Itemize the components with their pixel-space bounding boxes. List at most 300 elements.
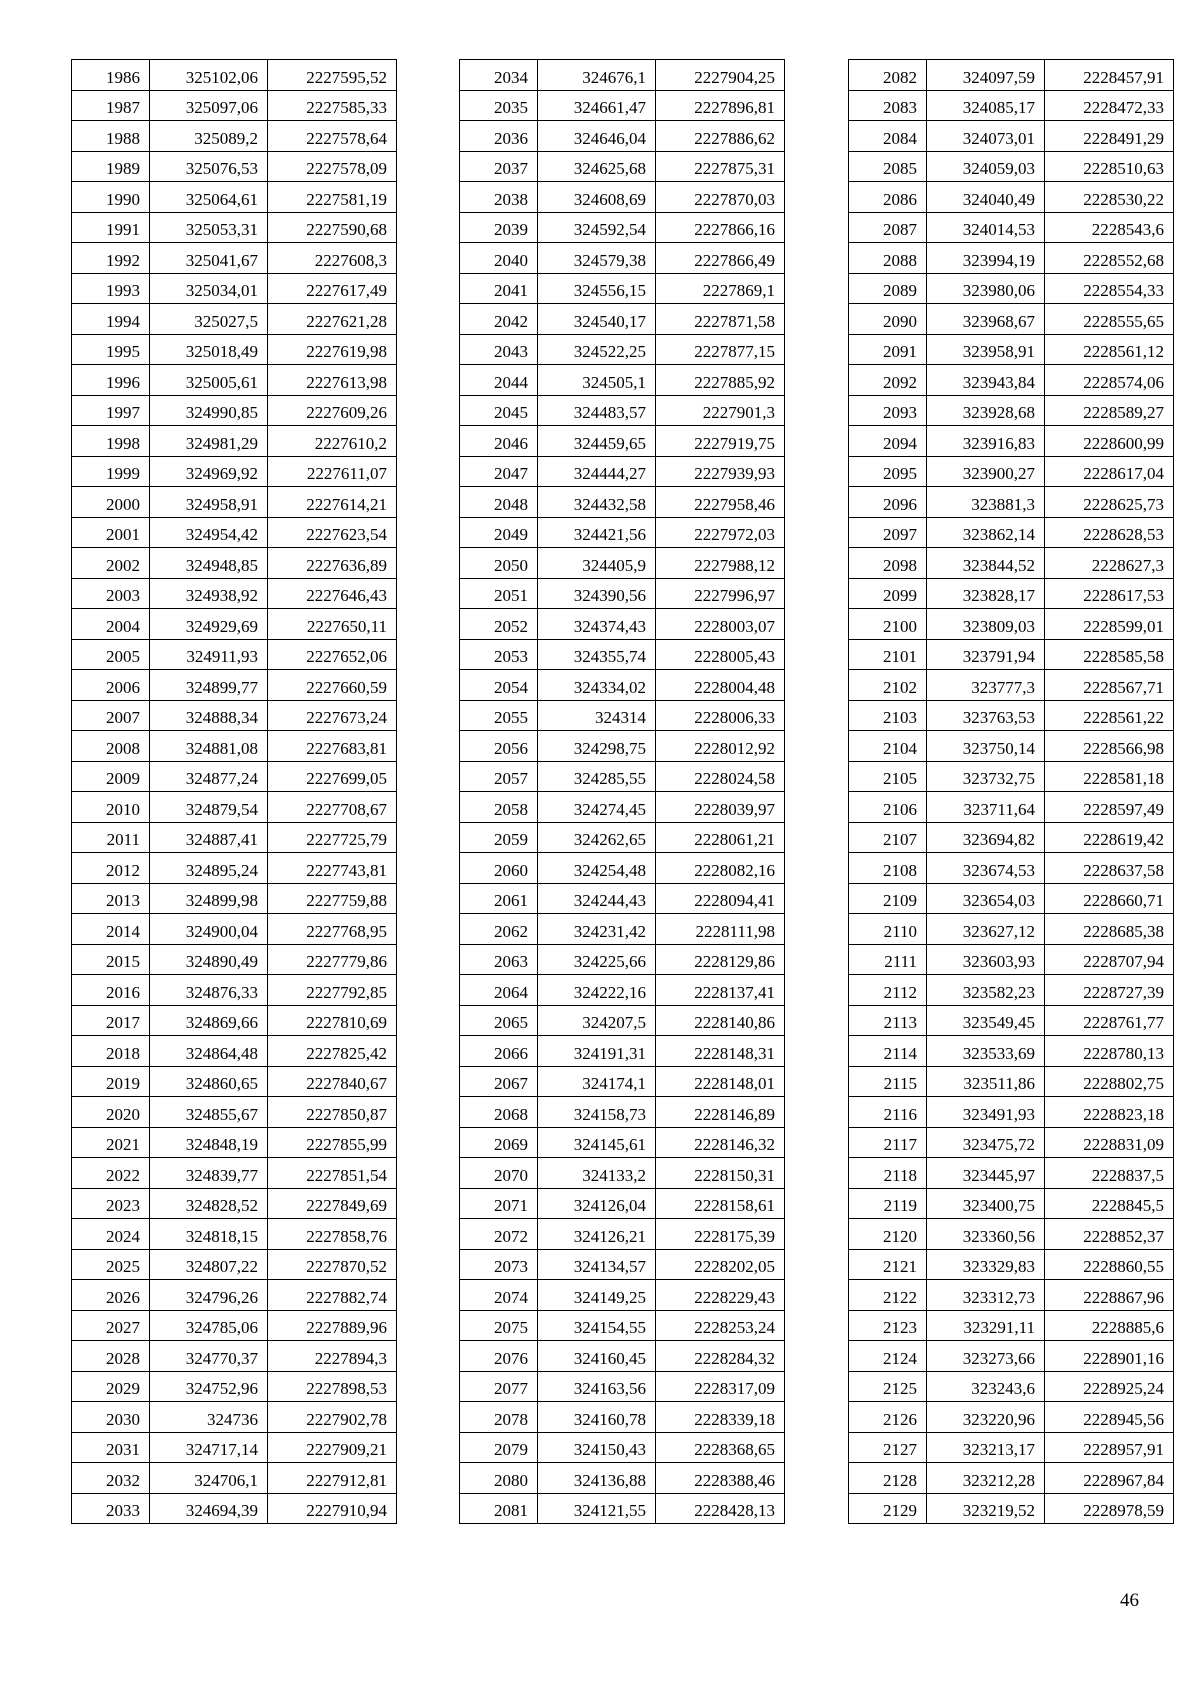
- point-number-cell: 2084: [849, 121, 927, 152]
- x-coordinate-cell: 323511,86: [927, 1066, 1045, 1097]
- y-coordinate-cell: 2227904,25: [656, 60, 785, 91]
- point-number-cell: 2038: [460, 182, 538, 213]
- table-row: [849, 1249, 1174, 1280]
- point-number-cell: 2087: [849, 212, 927, 243]
- table-row: [72, 914, 397, 945]
- point-number-cell: 2119: [849, 1188, 927, 1219]
- point-number-cell: 2069: [460, 1127, 538, 1158]
- table-row: [72, 1341, 397, 1372]
- y-coordinate-cell: 2228637,58: [1045, 853, 1174, 884]
- point-number-cell: 2107: [849, 822, 927, 853]
- y-coordinate-cell: 2227590,68: [268, 212, 397, 243]
- y-coordinate-cell: 2228967,84: [1045, 1463, 1174, 1494]
- y-coordinate-cell: 2228388,46: [656, 1463, 785, 1494]
- point-number-cell: 2006: [72, 670, 150, 701]
- point-number-cell: 2018: [72, 1036, 150, 1067]
- point-number-cell: 2076: [460, 1341, 538, 1372]
- point-number-cell: 2013: [72, 883, 150, 914]
- table-row: [849, 456, 1174, 487]
- x-coordinate-cell: 325053,31: [150, 212, 268, 243]
- point-number-cell: 2041: [460, 273, 538, 304]
- x-coordinate-cell: 325102,06: [150, 60, 268, 91]
- y-coordinate-cell: 2227683,81: [268, 731, 397, 762]
- point-number-cell: 2034: [460, 60, 538, 91]
- y-coordinate-cell: 2228831,09: [1045, 1127, 1174, 1158]
- table-row: [460, 243, 785, 274]
- point-number-cell: 1993: [72, 273, 150, 304]
- point-number-cell: 2024: [72, 1219, 150, 1250]
- point-number-cell: 2098: [849, 548, 927, 579]
- y-coordinate-cell: 2228111,98: [656, 914, 785, 945]
- table-row: [460, 1493, 785, 1524]
- table-row: [72, 151, 397, 182]
- point-number-cell: 2044: [460, 365, 538, 396]
- point-number-cell: 1998: [72, 426, 150, 457]
- x-coordinate-cell: 324981,29: [150, 426, 268, 457]
- y-coordinate-cell: 2227901,3: [656, 395, 785, 426]
- y-coordinate-cell: 2227779,86: [268, 944, 397, 975]
- y-coordinate-cell: 2227885,92: [656, 365, 785, 396]
- x-coordinate-cell: 324285,55: [538, 761, 656, 792]
- table-row: [72, 60, 397, 91]
- y-coordinate-cell: 2228005,43: [656, 639, 785, 670]
- x-coordinate-cell: 324899,77: [150, 670, 268, 701]
- x-coordinate-cell: 323809,03: [927, 609, 1045, 640]
- table-row: [460, 1066, 785, 1097]
- table-row: [849, 670, 1174, 701]
- point-number-cell: 2005: [72, 639, 150, 670]
- y-coordinate-cell: 2228175,39: [656, 1219, 785, 1250]
- x-coordinate-cell: 324126,21: [538, 1219, 656, 1250]
- table-row: [72, 212, 397, 243]
- table-row: [72, 578, 397, 609]
- point-number-cell: 2124: [849, 1341, 927, 1372]
- y-coordinate-cell: 2228780,13: [1045, 1036, 1174, 1067]
- point-number-cell: 2121: [849, 1249, 927, 1280]
- y-coordinate-cell: 2228006,33: [656, 700, 785, 731]
- y-coordinate-cell: 2228510,63: [1045, 151, 1174, 182]
- x-coordinate-cell: 324160,78: [538, 1402, 656, 1433]
- point-number-cell: 2004: [72, 609, 150, 640]
- x-coordinate-cell: 324848,19: [150, 1127, 268, 1158]
- point-number-cell: 2117: [849, 1127, 927, 1158]
- x-coordinate-cell: 324133,2: [538, 1158, 656, 1189]
- x-coordinate-cell: 324752,96: [150, 1371, 268, 1402]
- x-coordinate-cell: 323212,28: [927, 1463, 1045, 1494]
- table-row: [460, 639, 785, 670]
- x-coordinate-cell: 323445,97: [927, 1158, 1045, 1189]
- table-row: [849, 1097, 1174, 1128]
- table-row: [72, 365, 397, 396]
- point-number-cell: 2035: [460, 90, 538, 121]
- table-row: [460, 1402, 785, 1433]
- y-coordinate-cell: 2228617,04: [1045, 456, 1174, 487]
- y-coordinate-cell: 2227896,81: [656, 90, 785, 121]
- y-coordinate-cell: 2228707,94: [1045, 944, 1174, 975]
- y-coordinate-cell: 2228146,89: [656, 1097, 785, 1128]
- table-row: [849, 822, 1174, 853]
- y-coordinate-cell: 2228428,13: [656, 1493, 785, 1524]
- y-coordinate-cell: 2227660,59: [268, 670, 397, 701]
- point-number-cell: 2057: [460, 761, 538, 792]
- table-row: [460, 395, 785, 426]
- table-row: [460, 1432, 785, 1463]
- table-row: [460, 761, 785, 792]
- point-number-cell: 2010: [72, 792, 150, 823]
- point-number-cell: 2096: [849, 487, 927, 518]
- x-coordinate-cell: 324592,54: [538, 212, 656, 243]
- x-coordinate-cell: 324864,48: [150, 1036, 268, 1067]
- x-coordinate-cell: 323777,3: [927, 670, 1045, 701]
- x-coordinate-cell: 324890,49: [150, 944, 268, 975]
- table-row: [849, 1493, 1174, 1524]
- y-coordinate-cell: 2227870,52: [268, 1249, 397, 1280]
- x-coordinate-cell: 324222,16: [538, 975, 656, 1006]
- x-coordinate-cell: 323582,23: [927, 975, 1045, 1006]
- y-coordinate-cell: 2227898,53: [268, 1371, 397, 1402]
- point-number-cell: 2030: [72, 1402, 150, 1433]
- x-coordinate-cell: 324505,1: [538, 365, 656, 396]
- x-coordinate-cell: 323844,52: [927, 548, 1045, 579]
- table-row: [460, 487, 785, 518]
- table-row: [460, 883, 785, 914]
- x-coordinate-cell: 324938,92: [150, 578, 268, 609]
- point-number-cell: 2043: [460, 334, 538, 365]
- y-coordinate-cell: 2228761,77: [1045, 1005, 1174, 1036]
- y-coordinate-cell: 2228625,73: [1045, 487, 1174, 518]
- table-row: [72, 1310, 397, 1341]
- table-row: [849, 944, 1174, 975]
- point-number-cell: 2000: [72, 487, 150, 518]
- x-coordinate-cell: 324954,42: [150, 517, 268, 548]
- y-coordinate-cell: 2228082,16: [656, 853, 785, 884]
- table-row: [849, 578, 1174, 609]
- y-coordinate-cell: 2227636,89: [268, 548, 397, 579]
- x-coordinate-cell: 323400,75: [927, 1188, 1045, 1219]
- table-row: [849, 151, 1174, 182]
- x-coordinate-cell: 324174,1: [538, 1066, 656, 1097]
- x-coordinate-cell: 324958,91: [150, 487, 268, 518]
- point-number-cell: 1995: [72, 334, 150, 365]
- y-coordinate-cell: 2227889,96: [268, 1310, 397, 1341]
- y-coordinate-cell: 2228148,31: [656, 1036, 785, 1067]
- point-number-cell: 2050: [460, 548, 538, 579]
- y-coordinate-cell: 2228802,75: [1045, 1066, 1174, 1097]
- point-number-cell: 2089: [849, 273, 927, 304]
- x-coordinate-cell: 324911,93: [150, 639, 268, 670]
- table-row: [72, 1493, 397, 1524]
- y-coordinate-cell: 2228253,24: [656, 1310, 785, 1341]
- table-row: [72, 639, 397, 670]
- point-number-cell: 2029: [72, 1371, 150, 1402]
- x-coordinate-cell: 324244,43: [538, 883, 656, 914]
- y-coordinate-cell: 2227708,67: [268, 792, 397, 823]
- point-number-cell: 2016: [72, 975, 150, 1006]
- x-coordinate-cell: 324145,61: [538, 1127, 656, 1158]
- x-coordinate-cell: 324796,26: [150, 1280, 268, 1311]
- table-row: [72, 334, 397, 365]
- point-number-cell: 2083: [849, 90, 927, 121]
- x-coordinate-cell: 323828,17: [927, 578, 1045, 609]
- y-coordinate-cell: 2227851,54: [268, 1158, 397, 1189]
- point-number-cell: 2033: [72, 1493, 150, 1524]
- y-coordinate-cell: 2227623,54: [268, 517, 397, 548]
- table-row: [460, 273, 785, 304]
- point-number-cell: 1997: [72, 395, 150, 426]
- x-coordinate-cell: 324149,25: [538, 1280, 656, 1311]
- y-coordinate-cell: 2228004,48: [656, 670, 785, 701]
- table-row: [72, 517, 397, 548]
- x-coordinate-cell: 323654,03: [927, 883, 1045, 914]
- y-coordinate-cell: 2227894,3: [268, 1341, 397, 1372]
- y-coordinate-cell: 2227996,97: [656, 578, 785, 609]
- x-coordinate-cell: 324694,39: [150, 1493, 268, 1524]
- x-coordinate-cell: 323943,84: [927, 365, 1045, 396]
- table-row: [849, 1310, 1174, 1341]
- x-coordinate-cell: 324014,53: [927, 212, 1045, 243]
- point-number-cell: 2045: [460, 395, 538, 426]
- point-number-cell: 2120: [849, 1219, 927, 1250]
- x-coordinate-cell: 324855,67: [150, 1097, 268, 1128]
- x-coordinate-cell: 324314: [538, 700, 656, 731]
- y-coordinate-cell: 2228945,56: [1045, 1402, 1174, 1433]
- table-row: [849, 883, 1174, 914]
- table-row: [72, 975, 397, 1006]
- y-coordinate-cell: 2227646,43: [268, 578, 397, 609]
- point-number-cell: 2048: [460, 487, 538, 518]
- x-coordinate-cell: 325027,5: [150, 304, 268, 335]
- point-number-cell: 1987: [72, 90, 150, 121]
- point-number-cell: 2032: [72, 1463, 150, 1494]
- y-coordinate-cell: 2227902,78: [268, 1402, 397, 1433]
- x-coordinate-cell: 324828,52: [150, 1188, 268, 1219]
- point-number-cell: 2055: [460, 700, 538, 731]
- table-row: [72, 792, 397, 823]
- y-coordinate-cell: 2227621,28: [268, 304, 397, 335]
- x-coordinate-cell: 323968,67: [927, 304, 1045, 335]
- x-coordinate-cell: 323674,53: [927, 853, 1045, 884]
- point-number-cell: 2046: [460, 426, 538, 457]
- point-number-cell: 2065: [460, 1005, 538, 1036]
- y-coordinate-cell: 2228094,41: [656, 883, 785, 914]
- table-row: [460, 1158, 785, 1189]
- table-row: [72, 853, 397, 884]
- x-coordinate-cell: 324895,24: [150, 853, 268, 884]
- x-coordinate-cell: 324085,17: [927, 90, 1045, 121]
- y-coordinate-cell: 2228137,41: [656, 975, 785, 1006]
- y-coordinate-cell: 2227866,16: [656, 212, 785, 243]
- table-row: [72, 182, 397, 213]
- point-number-cell: 2012: [72, 853, 150, 884]
- table-row: [460, 365, 785, 396]
- table-row: [72, 121, 397, 152]
- table-row: [460, 212, 785, 243]
- x-coordinate-cell: 324154,55: [538, 1310, 656, 1341]
- x-coordinate-cell: 325097,06: [150, 90, 268, 121]
- x-coordinate-cell: 323360,56: [927, 1219, 1045, 1250]
- table-row: [460, 304, 785, 335]
- y-coordinate-cell: 2227725,79: [268, 822, 397, 853]
- page-number: 46: [1120, 1590, 1139, 1611]
- y-coordinate-cell: 2227869,1: [656, 273, 785, 304]
- point-number-cell: 2116: [849, 1097, 927, 1128]
- table-row: [460, 1463, 785, 1494]
- point-number-cell: 2064: [460, 975, 538, 1006]
- x-coordinate-cell: 324608,69: [538, 182, 656, 213]
- point-number-cell: 2009: [72, 761, 150, 792]
- y-coordinate-cell: 2228146,32: [656, 1127, 785, 1158]
- x-coordinate-cell: 324134,57: [538, 1249, 656, 1280]
- x-coordinate-cell: 325064,61: [150, 182, 268, 213]
- y-coordinate-cell: 2227912,81: [268, 1463, 397, 1494]
- x-coordinate-cell: 324676,1: [538, 60, 656, 91]
- x-coordinate-cell: 323711,64: [927, 792, 1045, 823]
- table-row: [460, 1341, 785, 1372]
- y-coordinate-cell: 2227743,81: [268, 853, 397, 884]
- x-coordinate-cell: 323603,93: [927, 944, 1045, 975]
- x-coordinate-cell: 324540,17: [538, 304, 656, 335]
- x-coordinate-cell: 325005,61: [150, 365, 268, 396]
- y-coordinate-cell: 2227595,52: [268, 60, 397, 91]
- table-row: [72, 761, 397, 792]
- table-row: [460, 121, 785, 152]
- point-number-cell: 2067: [460, 1066, 538, 1097]
- table-row: [460, 456, 785, 487]
- y-coordinate-cell: 2228552,68: [1045, 243, 1174, 274]
- point-number-cell: 2112: [849, 975, 927, 1006]
- point-number-cell: 2071: [460, 1188, 538, 1219]
- y-coordinate-cell: 2228925,24: [1045, 1371, 1174, 1402]
- table-row: [72, 243, 397, 274]
- table-row: [849, 1188, 1174, 1219]
- table-row: [72, 395, 397, 426]
- point-number-cell: 2099: [849, 578, 927, 609]
- x-coordinate-cell: 323928,68: [927, 395, 1045, 426]
- y-coordinate-cell: 2228530,22: [1045, 182, 1174, 213]
- y-coordinate-cell: 2228599,01: [1045, 609, 1174, 640]
- point-number-cell: 1986: [72, 60, 150, 91]
- point-number-cell: 2015: [72, 944, 150, 975]
- x-coordinate-cell: 324231,42: [538, 914, 656, 945]
- point-number-cell: 2106: [849, 792, 927, 823]
- table-row: [460, 1036, 785, 1067]
- table-row: [849, 487, 1174, 518]
- x-coordinate-cell: 324483,57: [538, 395, 656, 426]
- x-coordinate-cell: 323243,6: [927, 1371, 1045, 1402]
- x-coordinate-cell: 323475,72: [927, 1127, 1045, 1158]
- x-coordinate-cell: 324225,66: [538, 944, 656, 975]
- table-row: [849, 761, 1174, 792]
- x-coordinate-cell: 324163,56: [538, 1371, 656, 1402]
- y-coordinate-cell: 2228628,53: [1045, 517, 1174, 548]
- x-coordinate-cell: 324059,03: [927, 151, 1045, 182]
- y-coordinate-cell: 2227650,11: [268, 609, 397, 640]
- table-row: [72, 700, 397, 731]
- x-coordinate-cell: 324207,5: [538, 1005, 656, 1036]
- y-coordinate-cell: 2228978,59: [1045, 1493, 1174, 1524]
- y-coordinate-cell: 2228554,33: [1045, 273, 1174, 304]
- point-number-cell: 1988: [72, 121, 150, 152]
- x-coordinate-cell: 324887,41: [150, 822, 268, 853]
- x-coordinate-cell: 325034,01: [150, 273, 268, 304]
- y-coordinate-cell: 2228339,18: [656, 1402, 785, 1433]
- table-row: [849, 212, 1174, 243]
- table-row: [849, 731, 1174, 762]
- table-row: [460, 792, 785, 823]
- table-row: [72, 1463, 397, 1494]
- y-coordinate-cell: 2228837,5: [1045, 1158, 1174, 1189]
- table-row: [460, 1280, 785, 1311]
- point-number-cell: 2053: [460, 639, 538, 670]
- point-number-cell: 2126: [849, 1402, 927, 1433]
- table-row: [849, 426, 1174, 457]
- x-coordinate-cell: 323213,17: [927, 1432, 1045, 1463]
- x-coordinate-cell: 323958,91: [927, 334, 1045, 365]
- table-row: [849, 365, 1174, 396]
- point-number-cell: 2031: [72, 1432, 150, 1463]
- table-row: [460, 853, 785, 884]
- y-coordinate-cell: 2228284,32: [656, 1341, 785, 1372]
- point-number-cell: 2051: [460, 578, 538, 609]
- point-number-cell: 1994: [72, 304, 150, 335]
- table-row: [72, 1402, 397, 1433]
- table-row: [72, 456, 397, 487]
- y-coordinate-cell: 2228852,37: [1045, 1219, 1174, 1250]
- y-coordinate-cell: 2228555,65: [1045, 304, 1174, 335]
- table-row: [460, 914, 785, 945]
- x-coordinate-cell: 324191,31: [538, 1036, 656, 1067]
- table-row: [849, 1280, 1174, 1311]
- point-number-cell: 2040: [460, 243, 538, 274]
- x-coordinate-cell: 324160,45: [538, 1341, 656, 1372]
- point-number-cell: 2105: [849, 761, 927, 792]
- x-coordinate-cell: 324899,98: [150, 883, 268, 914]
- y-coordinate-cell: 2228589,27: [1045, 395, 1174, 426]
- y-coordinate-cell: 2227840,67: [268, 1066, 397, 1097]
- point-number-cell: 2037: [460, 151, 538, 182]
- y-coordinate-cell: 2227988,12: [656, 548, 785, 579]
- y-coordinate-cell: 2227578,64: [268, 121, 397, 152]
- x-coordinate-cell: 323220,96: [927, 1402, 1045, 1433]
- y-coordinate-cell: 2227875,31: [656, 151, 785, 182]
- x-coordinate-cell: 323900,27: [927, 456, 1045, 487]
- y-coordinate-cell: 2228885,6: [1045, 1310, 1174, 1341]
- point-number-cell: 2109: [849, 883, 927, 914]
- point-number-cell: 2101: [849, 639, 927, 670]
- x-coordinate-cell: 324879,54: [150, 792, 268, 823]
- table-row: [72, 1280, 397, 1311]
- point-number-cell: 2082: [849, 60, 927, 91]
- x-coordinate-cell: 324646,04: [538, 121, 656, 152]
- x-coordinate-cell: 324136,88: [538, 1463, 656, 1494]
- point-number-cell: 2075: [460, 1310, 538, 1341]
- point-number-cell: 2077: [460, 1371, 538, 1402]
- point-number-cell: 2114: [849, 1036, 927, 1067]
- point-number-cell: 2028: [72, 1341, 150, 1372]
- table-row: [72, 273, 397, 304]
- point-number-cell: 2103: [849, 700, 927, 731]
- y-coordinate-cell: 2228574,06: [1045, 365, 1174, 396]
- point-number-cell: 2129: [849, 1493, 927, 1524]
- y-coordinate-cell: 2227825,42: [268, 1036, 397, 1067]
- y-coordinate-cell: 2228566,98: [1045, 731, 1174, 762]
- table-row: [460, 609, 785, 640]
- point-number-cell: 2074: [460, 1280, 538, 1311]
- y-coordinate-cell: 2228581,18: [1045, 761, 1174, 792]
- x-coordinate-cell: 324706,1: [150, 1463, 268, 1494]
- point-number-cell: 2049: [460, 517, 538, 548]
- x-coordinate-cell: 324522,25: [538, 334, 656, 365]
